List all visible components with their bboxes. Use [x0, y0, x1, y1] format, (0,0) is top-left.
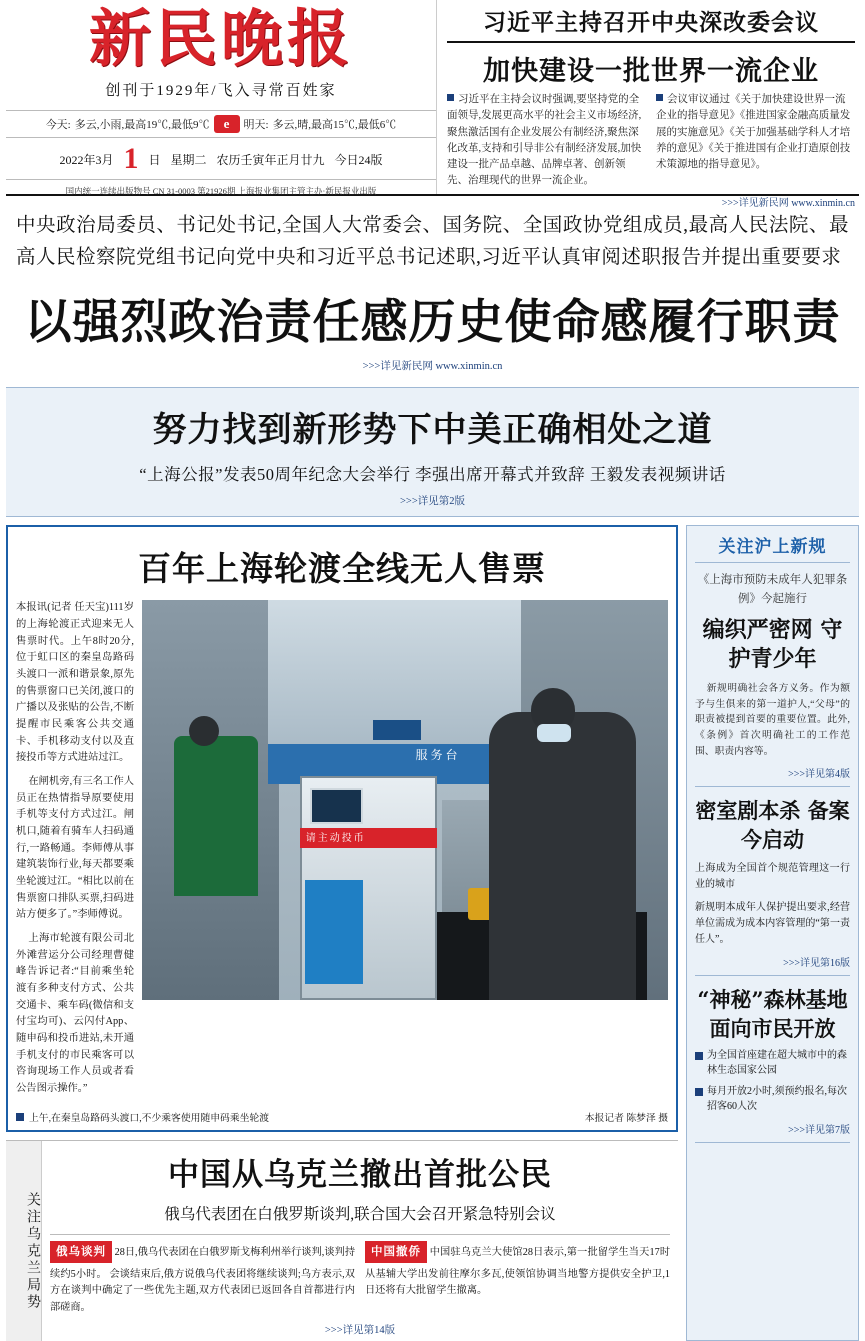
weather-row: [6, 110, 436, 138]
photo-kiosk-label-text: 请主动投币: [305, 833, 366, 845]
ukraine-column-2: [365, 1241, 670, 1316]
masthead-right: [436, 0, 859, 209]
ukraine-article: [6, 1140, 678, 1341]
ukraine-seemore[interactable]: >>>详见第14版: [324, 1324, 396, 1336]
feature-caption: 上午,在秦皇岛路码头渡口,不少乘客使用随申码乘坐轮渡: [16, 1110, 269, 1124]
feature-caption-row: [16, 1110, 668, 1124]
lead-url[interactable]: www.xinmin.cn: [435, 361, 503, 373]
band-seemore[interactable]: >>>详见第2版: [399, 496, 465, 508]
top-headline-1[interactable]: 习近平主持召开中央深改委会议: [447, 4, 855, 43]
ukraine-column-2-text: 中国驻乌克兰大使馆28日表示,第一批留学生当天17时从基辅大学出发前往摩尔多瓦,使领馆协调当地警方提供安全护卫,1日还将有大批留学生撤离。: [365, 1246, 671, 1297]
sidebar-list-item-text: 为全国首座建在超大城市中的森林生态国家公园: [707, 1049, 847, 1077]
lead-seemore-label: >>>详见新民网: [362, 361, 433, 373]
sidebar-section-title: 关注沪上新规: [695, 532, 850, 563]
body-columns: [6, 525, 859, 1341]
feature-paragraph: 上海市轮渡有限公司北外滩营运分公司经理曹健峰告诉记者:“目前乘坐轮渡有多种支付方式、公共交通卡、乘车码(微信和支付宝均可)、云闪付App、随申码和投币进站,未开通手机支付的市民乘客可以咨询现场工作人员或者看公告图示操作。”: [16, 932, 134, 1094]
feature-text: [16, 600, 134, 1104]
top-story-columns: [447, 92, 855, 190]
top-story-col-2: [656, 92, 855, 190]
square-bullet-icon: [695, 1052, 703, 1060]
feature-headline[interactable]: 百年上海轮渡全线无人售票: [138, 549, 546, 589]
lead-kicker: 中央政治局委员、书记处书记,全国人大常委会、国务院、全国政协党组成员,最高人民法院、最高人民检察院党组书记向党中央和习近平总书记述职,习近平认真审阅述职报告并提出重要要求: [16, 215, 849, 268]
lead-story: [6, 196, 859, 379]
square-bullet-icon: [656, 94, 663, 101]
sidebar-headline-1[interactable]: 编织严密网 守护青少年: [702, 616, 843, 672]
edition-pages: 今日24版: [334, 152, 383, 167]
sidebar: [686, 525, 859, 1341]
weather-brand-icon: e: [214, 115, 240, 133]
top-story-col-2-text: 会议审议通过《关于加快建设世界一流企业的指导意见》《推进国家金融高质量发展的实施意见》《关于加强基础学科人才培养的意见》《关于推进国有企业打造原创技术策源地的指导意见》。: [656, 94, 851, 171]
license-line: 国内统一连续出版物号 CN 31-0003 第21926期 上海报业集团主管主办·新民报业出版: [65, 186, 377, 197]
top-story-col-1-text: 习近平在主持会议时强调,要坚持党的全面领导,发展更高水平的社会主义市场经济,聚焦激活国有企业发展公有制经济,聚焦深化改革,支持和引导非公有制经济发展,加快建设一批产品卓越、品牌卓著、创新领先、治理现代的世界一流企业。: [447, 94, 642, 187]
newspaper-logo: 新民晚报: [88, 2, 353, 75]
photo-staff-body: [174, 736, 258, 896]
main-column: [6, 525, 678, 1341]
ukraine-headline[interactable]: 中国从乌克兰撤出首批公民: [168, 1156, 552, 1193]
sidebar-body-2b: 新规明本成年人保护提出要求,经营单位需成为成本内容管理的“第一责任人”。: [695, 902, 850, 946]
square-bullet-icon: [695, 1088, 703, 1096]
weather-today-value: 多云,小雨,最高19℃,最低9℃: [74, 119, 210, 132]
top-story-seemore-label: >>>详见新民网: [721, 197, 789, 209]
sidebar-body-1: 新规明确社会各方义务。作为额予与生俱来的第一道护人,“父母”的职责被提到首要的重要位置。此外,《条例》首次明确社工的工作范围、职责内容等。: [695, 683, 850, 757]
weather-tomorrow-value: 多云,晴,最高15℃,最低6℃: [272, 119, 397, 132]
newspaper-slogan: 创刊于1929年/飞入寻常百姓家: [105, 83, 337, 100]
photo-info-board: [373, 720, 420, 740]
weekday: 星期二: [170, 152, 207, 167]
photo-counter-sign: 服务台: [415, 748, 461, 763]
band-headline[interactable]: 努力找到新形势下中美正确相处之道: [152, 410, 713, 451]
ukraine-main: [42, 1141, 678, 1341]
feature-paragraph: 在闸机旁,有三名工作人员正在热情指导原要使用手机等支付方式过江。闸机口,随着有骑车人扫码通行,一路畅通。李师傅从事建筑装饰行业,每天都要乘坐轮渡过江。“相比以前在售票窗口排队买票,扫码进站方便多了。”李师傅说。: [16, 775, 134, 921]
photo-face-mask: [537, 724, 571, 742]
band-subheadline: “上海公报”发表50周年纪念大会举行 李强出席开幕式并致辞 王毅发表视频讲话: [139, 465, 726, 485]
weather-today-label: 今天:: [45, 119, 71, 132]
sidebar-body-2: 上海成为全国首个规范管理这一行业的城市: [695, 863, 850, 891]
ukraine-column-1: [50, 1241, 355, 1316]
secondary-story-band: [6, 387, 859, 517]
ukraine-tag-talks: 俄乌谈判: [50, 1241, 112, 1263]
photo-kiosk-poster: [305, 880, 363, 984]
square-bullet-icon: [447, 94, 454, 101]
lead-headline[interactable]: 以强烈政治责任感历史使命感履行职责: [24, 295, 841, 351]
publish-day: 1: [123, 142, 139, 176]
list-item: [695, 1084, 850, 1115]
top-story-seemore[interactable]: [447, 194, 855, 209]
publish-day-unit: 日: [148, 152, 161, 167]
feature-paragraph: 本报讯(记者 任天宝)111岁的上海轮渡正式迎来无人售票时代。上午8时20分,位于虹口区的秦皇岛路码头渡口一派和谐景象,原先的售票窗口已关闭,渡口的广播以及张贴的公告,不断提醒市民乘客公共交通卡、手机移动支付以及直接投币等方式进站过江。: [16, 602, 134, 764]
masthead: [6, 0, 859, 209]
ukraine-tag-evacuation: 中国撤侨: [365, 1241, 427, 1263]
top-headline-2[interactable]: 加快建设一批世界一流企业: [483, 56, 819, 86]
masthead-left: [6, 0, 436, 197]
photo-kiosk-label: [300, 828, 437, 848]
photo-kiosk-screen: [310, 788, 363, 824]
date-row: [6, 144, 436, 180]
ukraine-subheadline: 俄乌代表团在白俄罗斯谈判,联合国大会召开紧急特别会议: [164, 1205, 556, 1223]
sidebar-seemore-2[interactable]: >>>详见第16版: [695, 954, 850, 976]
sidebar-headline-2[interactable]: 密室剧本杀 备案今启动: [695, 798, 850, 852]
sidebar-list-item-text: 每月开放2小时,须预约报名,每次招客60人次: [707, 1085, 847, 1113]
sidebar-regulation-name: 《上海市预防未成年人犯罪条例》今起施行: [697, 574, 848, 605]
weather-tomorrow-label: 明天:: [243, 119, 269, 132]
ukraine-column-1-text: 28日,俄乌代表团在白俄罗斯戈梅利州举行谈判,谈判持续约5小时。 会谈结束后,俄方说俄乌代表团将继续谈判;乌方表示,双方在谈判中确定了一些优先主题,双方代表团已返回各自首都进行内部磋商。: [50, 1246, 356, 1313]
feature-photo: [142, 600, 668, 1000]
sidebar-seemore-1[interactable]: >>>详见第4版: [695, 765, 850, 787]
lunar-date: 农历壬寅年正月廿九: [216, 152, 325, 167]
ukraine-columns: [50, 1234, 670, 1316]
feature-photo-credit: 本报记者 陈梦泽 摄: [584, 1112, 668, 1124]
sidebar-headline-3[interactable]: “神秘”森林基地 面向市民开放: [697, 987, 848, 1041]
feature-article: [6, 525, 678, 1131]
list-item: [695, 1048, 850, 1079]
sidebar-seemore-3[interactable]: >>>详见第7版: [695, 1121, 850, 1143]
ukraine-side-label: 关注乌克兰局势: [6, 1141, 42, 1341]
top-story-url[interactable]: www.xinmin.cn: [791, 197, 855, 209]
photo-passenger-body: [489, 712, 636, 1000]
publish-date: 2022年3月: [59, 152, 114, 167]
feature-content: [16, 600, 668, 1104]
top-story-col-1: [447, 92, 646, 190]
lead-seemore[interactable]: [16, 358, 849, 373]
